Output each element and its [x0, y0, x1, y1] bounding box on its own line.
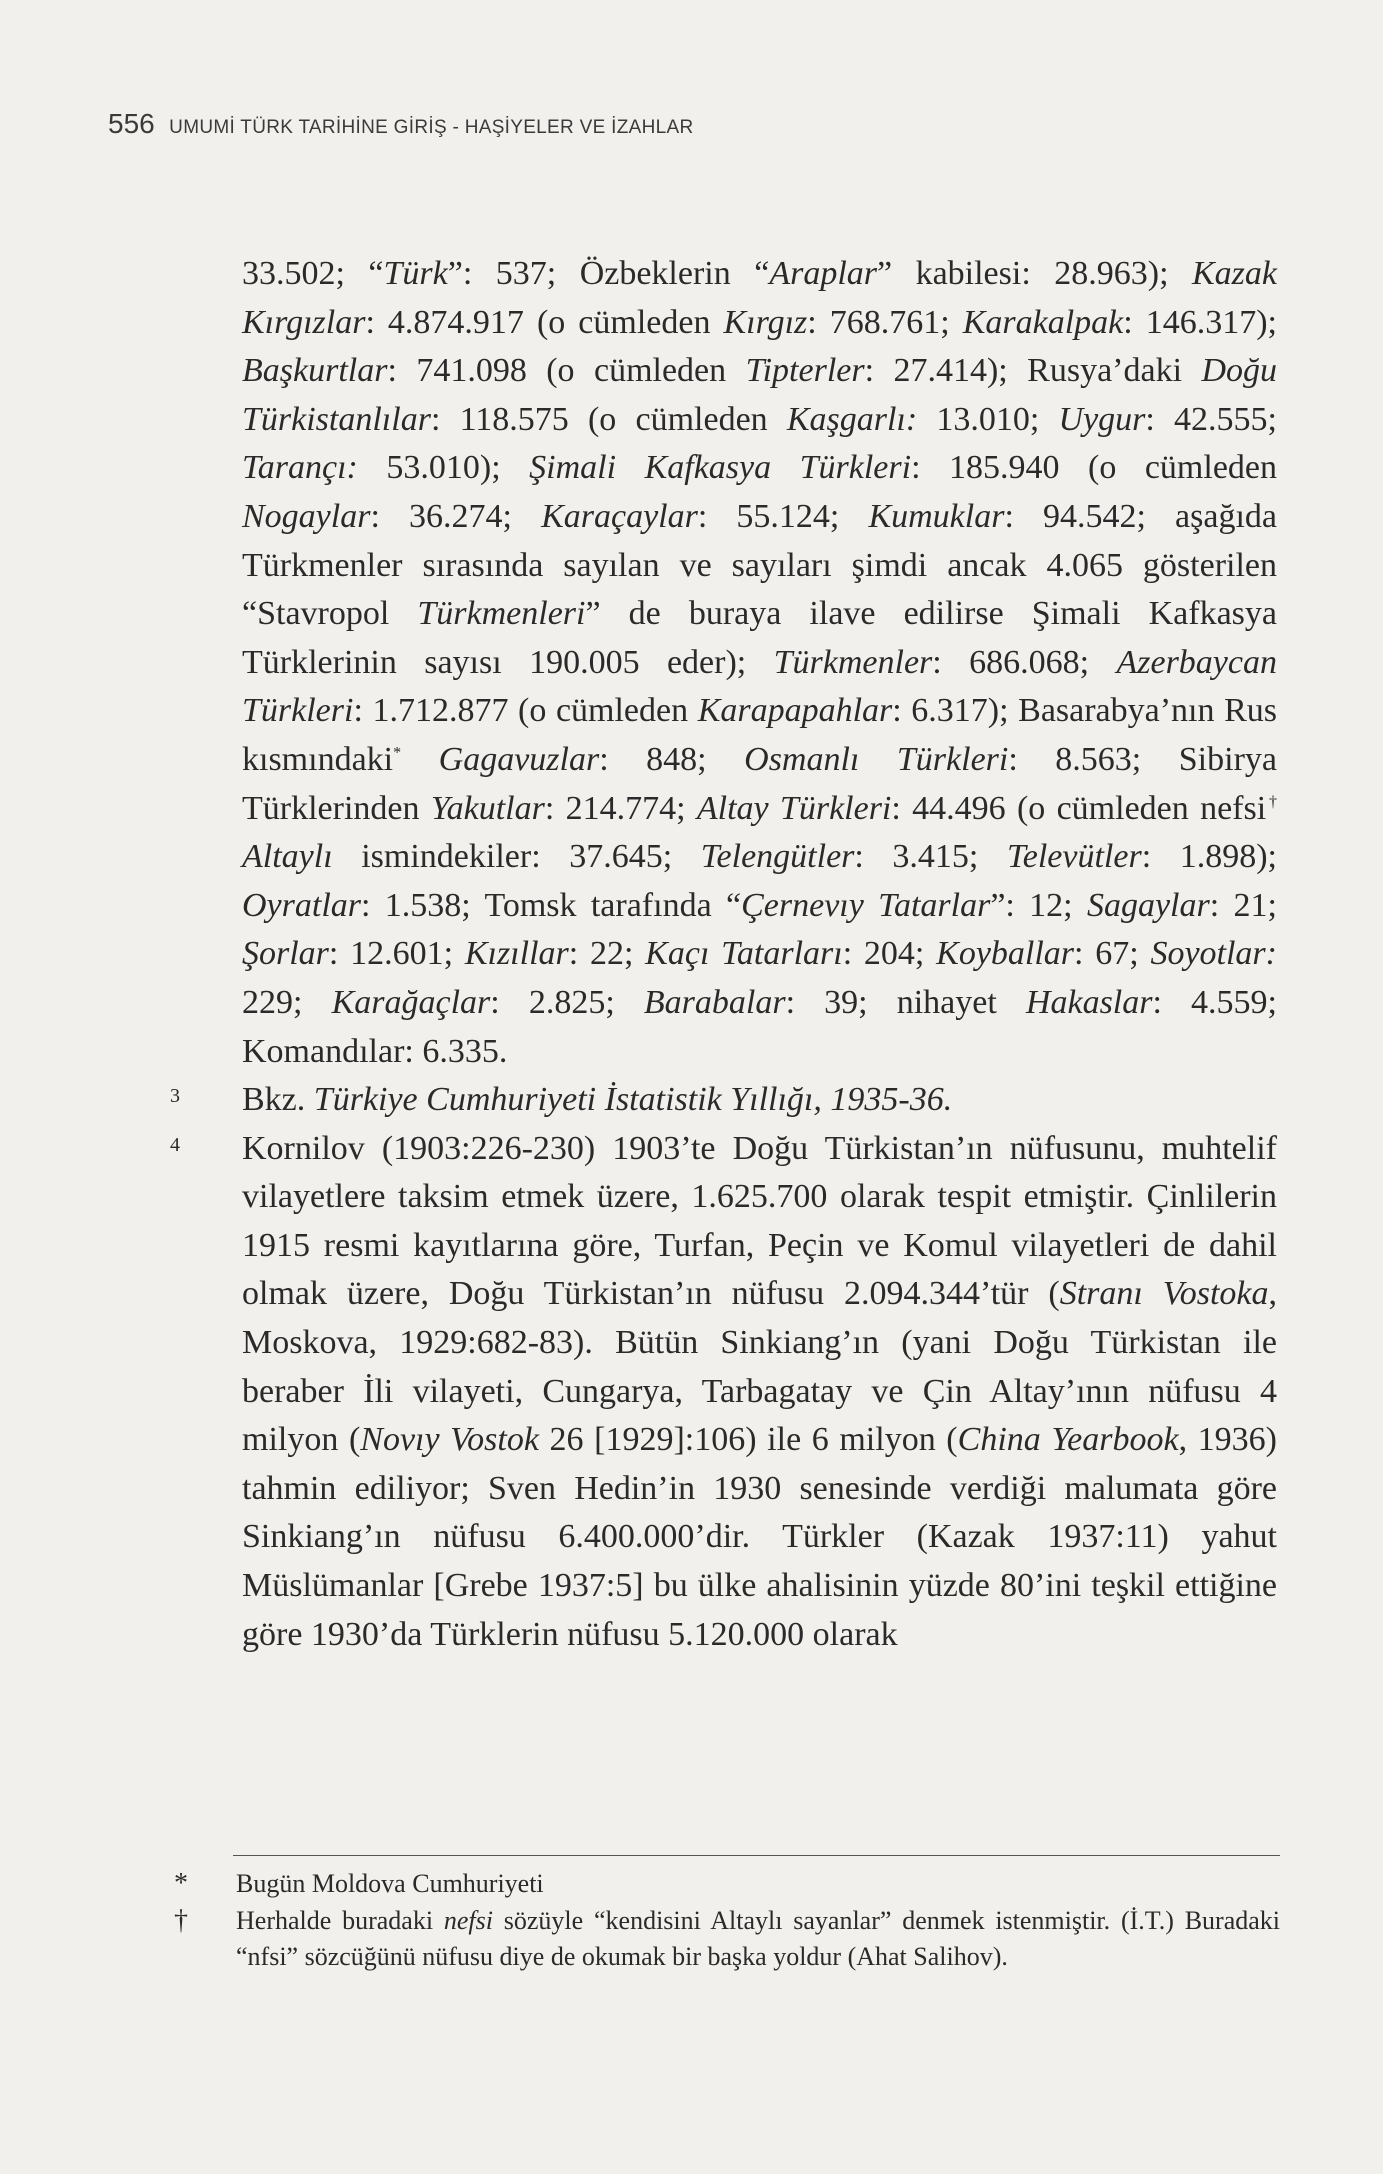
footnote-asterisk: * Bugün Moldova Cumhuriyeti: [236, 1866, 1280, 1903]
note-3: 3 Bkz. Türkiye Cumhuriyeti İstatistik Yıllığı, 1935-36.: [242, 1076, 1277, 1125]
note-number: 4: [170, 1133, 180, 1156]
page-footnotes: [174, 1866, 1280, 1976]
footnote-symbol: †: [174, 1904, 188, 1936]
footnote-ref-dagger: †: [1266, 793, 1277, 811]
note-4: 4 Kornilov (1903:226-230) 1903’te Doğu Türkistan’ın nüfusunu, muhtelif vilayetlere taksim etmek üzere, 1.625.700 olarak tespit etmiştir. Çinlilerin 1915 resmi kayıtlarına göre, Turfan, Peçin ve Komul vilayetleri de dahil olmak üzere, Doğu Türkistan’ın nüfusu 2.094.344’tür (Stranı Vostoka, Moskova, 1929:682-83). Bütün Sinkiang’ın (yani Doğu Türkistan ile beraber İli vilayeti, Cungarya, Tarbagatay ve Çin Altay’ının nüfusu 4 milyon (Novıy Vostok 26 [1929]:106) ile 6 milyon (China Yearbook, 1936) tahmin ediliyor; Sven Hedin’in 1930 senesinde verdiği malumata göre Sinkiang’ın nüfusu 6.400.000’dir. Türkler (Kazak 1937:11) yahut Müslümanlar [Grebe 1937:5] bu ülke ahalisinin yüzde 80’ini teşkil ettiğine göre 1930’da Türklerin nüfusu 5.120.000 olarak: [242, 1125, 1277, 1660]
note-2-continuation: 33.502; “Türk”: 537; Özbeklerin “Araplar” kabilesi: 28.963); Kazak Kırgızlar: 4.874.917 (o cümleden Kırgız: 768.761; Karakalpak: 146.317); Başkurtlar: 741.098 (o cümleden Tipterler: 27.414); Rusya’daki Doğu Türkistanlılar: 118.575 (o cümleden Kaşgarlı: 13.010; Uygur: 42.555; Tarançı: 53.010); Şimali Kafkasya Türkleri: 185.940 (o cümleden Nogaylar: 36.274; Karaçaylar: 55.124; Kumuklar: 94.542; aşağıda Türkmenler sırasında sayılan ve sayıları şimdi ancak 4.065 gösterilen “Stavropol Türkmenleri” de buraya ilave edilirse Şimali Kafkasya Türklerinin sayısı 190.005 eder); Türkmenler: 686.068; Azerbaycan Türkleri: 1.712.877 (o cümleden Karapapahlar: 6.317); Basarabya’nın Rus kısmındaki* Gagavuzlar: 848; Osmanlı Türkleri: 8.563; Sibirya Türklerinden Yakutlar: 214.774; Altay Türkleri: 44.496 (o cümleden nefsi† Altaylı ismindekiler: 37.645; Telengütler: 3.415; Televütler: 1.898); Oyratlar: 1.538; Tomsk tarafında “Çernevıy Tatarlar”: 12; Sagaylar: 21; Şorlar: 12.601; Kızıllar: 22; Kaçı Tatarları: 204; Koyballar: 67; Soyotlar: 229; Karağaçlar: 2.825; Barabalar: 39; nihayet Hakaslar: 4.559; Komandılar: 6.335.: [242, 255, 1278, 1070]
main-text: [170, 250, 1278, 1659]
footnote-symbol: *: [174, 1868, 188, 1899]
footnote-rule: [233, 1855, 1280, 1856]
page-number: 556: [108, 108, 155, 139]
note-number: 3: [170, 1085, 180, 1108]
running-head: [108, 108, 694, 140]
footnote-dagger: † Herhalde buradaki nefsi sözüyle “kendisini Altaylı sayanlar” denmek istenmiştir. (İ.T.) Buradaki “nfsi” sözcüğünü nüfusu diye de okumak bir başka yoldur (Ahat Salihov).: [174, 1904, 1280, 1971]
running-title: UMUMİ TÜRK TARİHİNE GİRİŞ - HAŞİYELER VE İZAHLAR: [169, 117, 694, 138]
footnote-ref-asterisk: *: [393, 744, 402, 762]
